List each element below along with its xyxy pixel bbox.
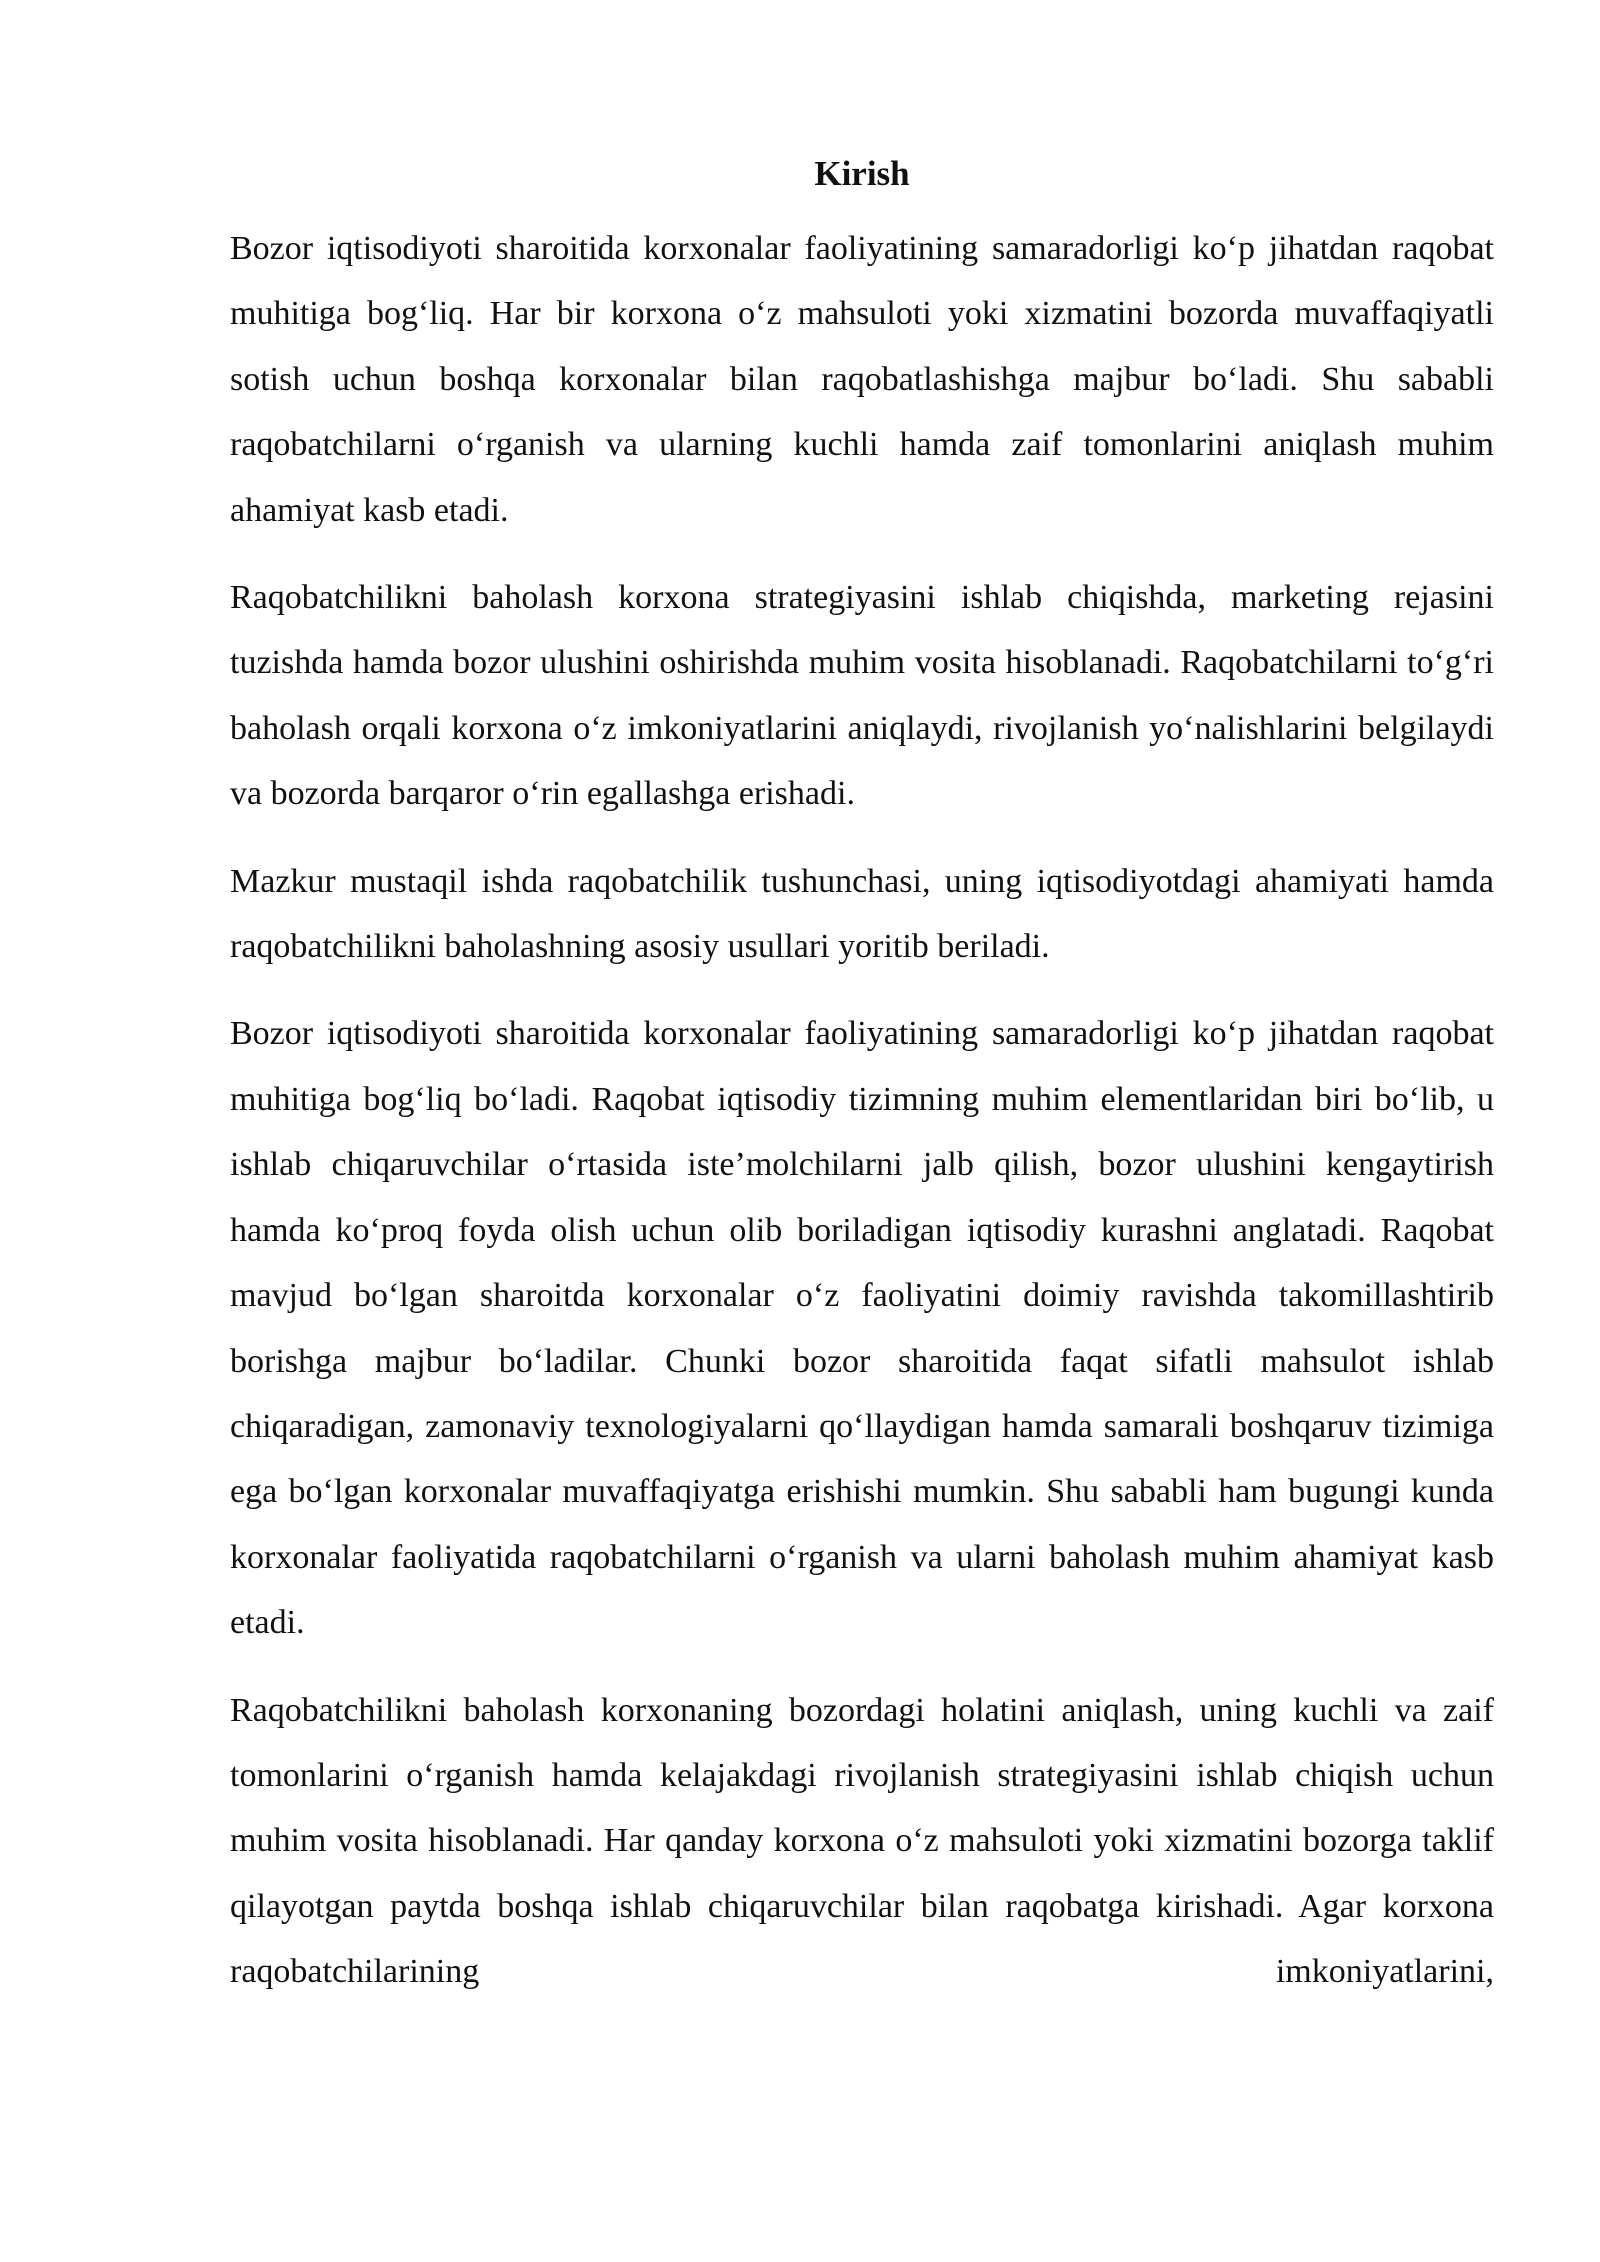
section-title: Kirish [814,154,910,193]
paragraph-5: Raqobatchilikni baholash korxonaning bozordagi holatini aniqlash, uning kuchli va zaif tomonlarini o‘rganish hamda kelajakdagi rivojlanish strategiyasini ishlab chiqish uchun muhim vosita hisoblanadi. Har qanday korxona o‘z mahsuloti yoki xizmatini bozorga taklif qilayotgan paytda boshqa ishlab chiqaruvchilar bilan raqobatga kirishadi. Agar korxona raqobatchilarining imkoniyatlarini, [230,1691,1494,1991]
paragraph-4: Bozor iqtisodiyoti sharoitida korxonalar faoliyatining samaradorligi ko‘p jihatdan raqobat muhitiga bog‘liq bo‘ladi. Raqobat iqtisodiy tizimning muhim elementlaridan biri bo‘lib, u ishlab chiqaruvchilar o‘rtasida iste’molchilarni jalb qilish, bozor ulushini kengaytirish hamda ko‘proq foyda olish uchun olib boriladigan iqtisodiy kurashni anglatadi. Raqobat mavjud bo‘lgan sharoitda korxonalar o‘z faoliyatini doimiy ravishda takomillashtirib borishga majbur bo‘ladilar. Chunki bozor sharoitida faqat sifatli mahsulot ishlab chiqaradigan, zamonaviy texnologiyalarni qo‘llaydigan hamda samarali boshqaruv tizimiga ega bo‘lgan korxonalar muvaffaqiyatga erishishi mumkin. Shu sababli ham bugungi kunda korxonalar faoliyatida raqobatchilarni o‘rganish va ularni baholash muhim ahamiyat kasb etadi. [230,1015,1494,1642]
paragraph-1: Bozor iqtisodiyoti sharoitida korxonalar faoliyatining samaradorligi ko‘p jihatdan raqobat muhitiga bog‘liq. Har bir korxona o‘z mahsuloti yoki xizmatini bozorda muvaffaqiyatli sotish uchun boshqa korxonalar bilan raqobatlashishga majbur bo‘ladi. Shu sababli raqobatchilarni o‘rganish va ularning kuchli hamda zaif tomonlarini aniqlash muhim ahamiyat kasb etadi. [230,230,1494,529]
paragraph-2: Raqobatchilikni baholash korxona strategiyasini ishlab chiqishda, marketing rejasini tuzishda hamda bozor ulushini oshirishda muhim vosita hisoblanadi. Raqobatchilarni to‘g‘ri baholash orqali korxona o‘z imkoniyatlarini aniqlaydi, rivojlanish yo‘nalishlarini belgilaydi va bozorda barqaror o‘rin egallashga erishadi. [230,579,1494,813]
document-body [230,150,1494,2027]
paragraph-3: Mazkur mustaqil ishda raqobatchilik tushunchasi, uning iqtisodiyotdagi ahamiyati hamda raqobatchilikni baholashning asosiy usullari yoritib beriladi. [230,862,1494,966]
